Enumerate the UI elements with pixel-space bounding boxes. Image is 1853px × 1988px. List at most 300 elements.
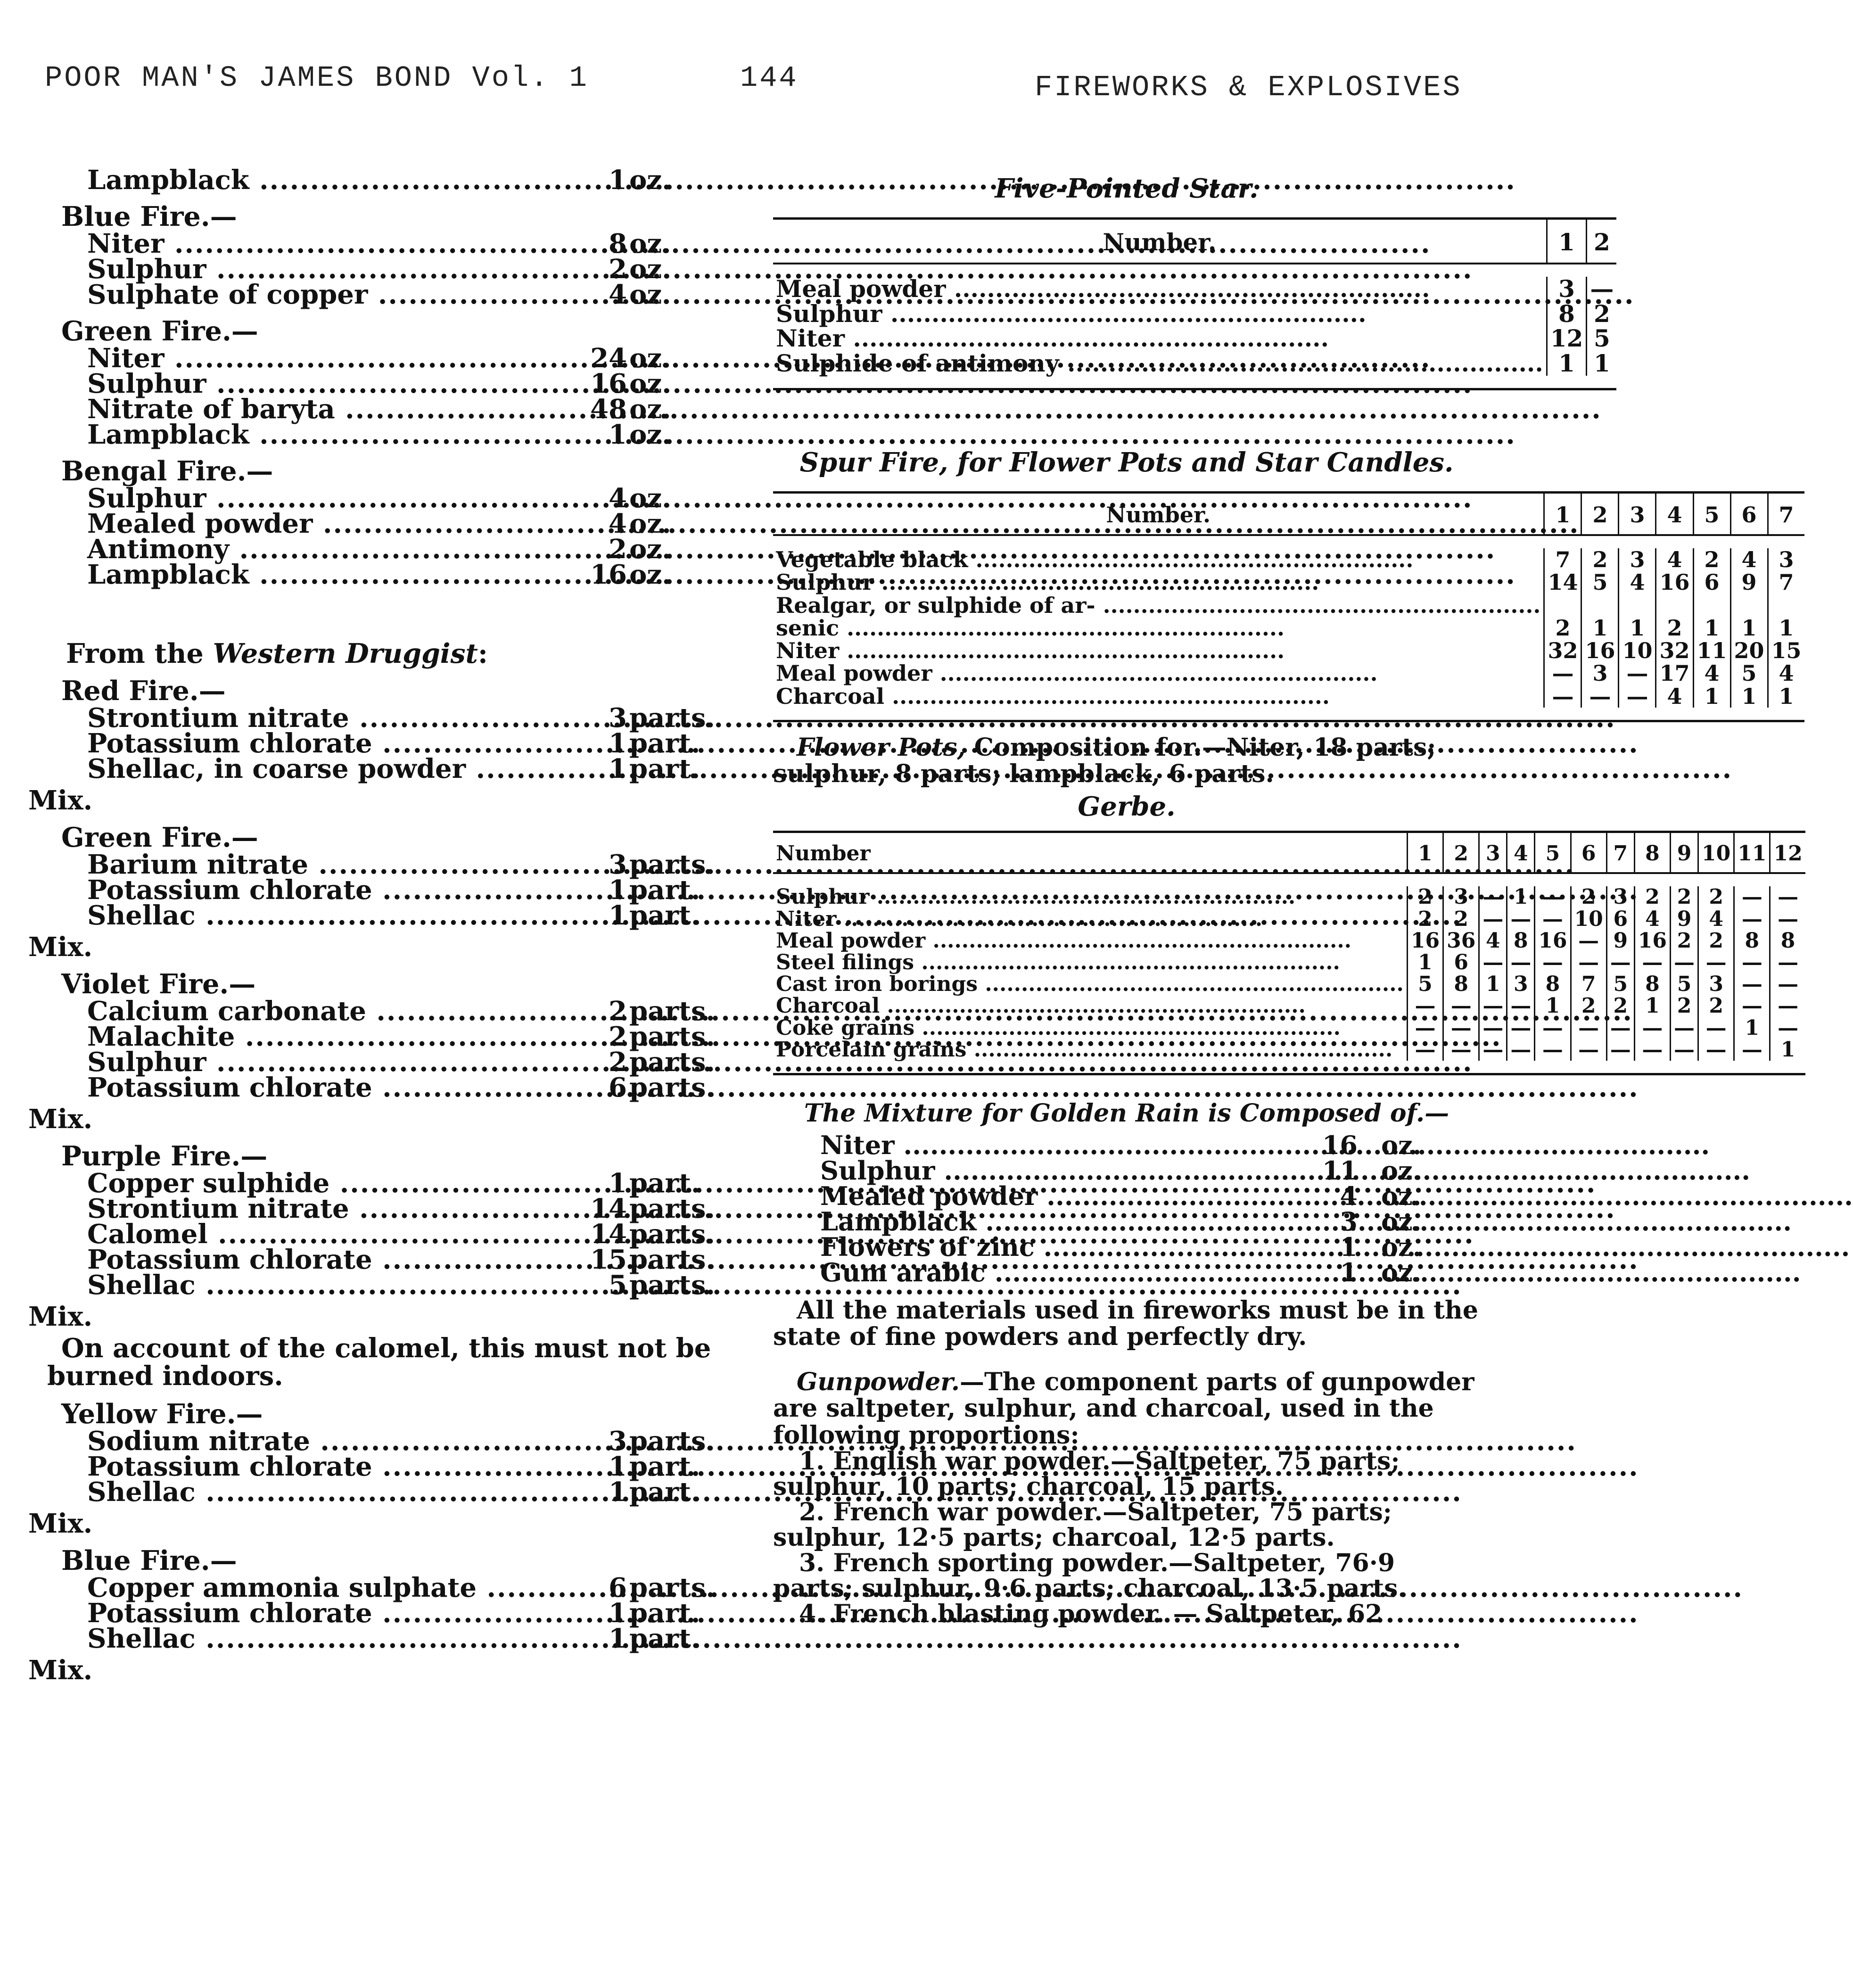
table-cell: 2: [1407, 886, 1443, 908]
ingredient-qty: 14: [590, 1219, 627, 1250]
table-cell: —: [1734, 908, 1770, 930]
ingredient-qty: 15: [590, 1244, 627, 1275]
ingredient-qty: 11: [1322, 1155, 1358, 1186]
source-title: Western Druggist: [213, 638, 478, 669]
table-cell: —: [1535, 952, 1571, 973]
ingredient-unit: parts.: [629, 849, 715, 880]
ingredient-name: Niter .....: [87, 346, 573, 371]
ingredient-unit: oz.: [629, 343, 671, 374]
table-cell: 1: [1587, 351, 1617, 376]
table-cell: —: [1535, 1039, 1571, 1061]
table-cell: —: [1671, 1039, 1698, 1061]
ingredient-qty: 16: [1322, 1130, 1358, 1160]
table-cell: 36: [1443, 930, 1479, 952]
table-cell: —: [1770, 908, 1805, 930]
table-cell: —: [1571, 1017, 1606, 1039]
table-cell: 7: [1768, 571, 1804, 594]
ingredient-qty: 1: [609, 874, 627, 906]
table-cell: 1: [1479, 973, 1507, 995]
table-cell: —: [1770, 886, 1805, 908]
table-cell: —: [1443, 1039, 1479, 1061]
ingredient-qty: 1: [1340, 1257, 1358, 1287]
table-cell: 4: [1656, 685, 1693, 708]
ingredient-qty: 14: [590, 1193, 627, 1224]
ingredient-name: Lampblack .....: [87, 562, 573, 587]
ingredient-unit: part.: [629, 1623, 700, 1654]
row-label: Vegetable black .....: [773, 548, 1544, 571]
table-column-header: 6: [1730, 493, 1768, 536]
ingredient-name: Mealed powder .....: [87, 511, 573, 536]
table-cell: 8: [1507, 930, 1535, 952]
recipe-red-fire: [28, 677, 745, 814]
golden-rain-list: [773, 1132, 1480, 1285]
row-label: Meal powder .....: [773, 930, 1407, 952]
recipe-line: [28, 1572, 745, 1603]
spur-table-title: Spur Fire, for Flower Pots and Star Candles.: [799, 447, 1454, 478]
ingredient-unit: parts.: [629, 1047, 715, 1078]
ingredient-qty: 8: [609, 228, 627, 259]
ingredient-name: Niter .....: [87, 231, 573, 256]
table-cell: [1581, 594, 1619, 617]
recipe-line: [28, 728, 745, 759]
gunpowder-item: 1. English war powder.—Saltpeter, 75 parts; sulphur, 10 parts; charcoal, 15 parts.: [773, 1446, 1400, 1501]
table-cell: 7: [1544, 548, 1581, 571]
row-label: Sulphur .....: [773, 886, 1407, 908]
ingredient-unit: oz.: [1381, 1130, 1422, 1160]
ingredient-unit: oz.: [629, 559, 671, 590]
recipe-heading: Blue Fire.—: [61, 1544, 237, 1576]
table-cell: [1656, 594, 1693, 617]
row-label: Charcoal .....: [773, 685, 1544, 708]
left-column: [28, 167, 745, 1687]
ingredient-name: Shellac .....: [87, 903, 573, 928]
ingredient-unit: part.: [629, 753, 700, 784]
ingredient-unit: oz.: [1381, 1155, 1422, 1186]
table-cell: [1693, 594, 1730, 617]
table-column-header: 1: [1407, 832, 1443, 874]
table-header-label: Number: [773, 832, 1407, 874]
gerbe-table: [773, 831, 1805, 1075]
ingredient-name: Flowers of zinc .....: [820, 1234, 1325, 1260]
ingredient-name: Shellac .....: [87, 1626, 573, 1651]
table-cell: —: [1507, 908, 1535, 930]
flower-pots-title: Flower Pots,: [797, 733, 966, 762]
table-row: [773, 639, 1804, 662]
table-cell: 1: [1634, 995, 1670, 1017]
ingredient-name: Potassium chlorate .....: [87, 1454, 573, 1479]
table-cell: —: [1619, 685, 1656, 708]
row-label: Niter .....: [773, 326, 1547, 351]
recipe-line: [28, 1425, 745, 1457]
table-cell: 15: [1768, 639, 1804, 662]
ingredient-qty: 6: [609, 1572, 627, 1603]
ingredient-name: Sulphur .....: [87, 256, 573, 282]
table-cell: —: [1698, 1039, 1734, 1061]
gunpowder-item: 2. French war powder.—Saltpeter, 75 parts; sulphur, 12·5 parts; charcoal, 12·5 parts.: [773, 1497, 1392, 1552]
ingredient-qty: 2: [609, 1047, 627, 1078]
recipe-line: [28, 1451, 745, 1482]
table-row: [773, 973, 1805, 995]
flower-pots-paragraph: [773, 734, 1480, 787]
table-cell: 9: [1671, 908, 1698, 930]
ingredient-name: Sodium nitrate .....: [87, 1428, 573, 1454]
ingredient-name: Lampblack .....: [87, 422, 573, 447]
recipe-line: [28, 1047, 745, 1078]
ingredient-name: Shellac, in coarse powder .....: [87, 756, 573, 782]
table-cell: —: [1407, 995, 1443, 1017]
table-cell: 32: [1544, 639, 1581, 662]
gunpowder-title: Gunpowder.: [797, 1368, 960, 1397]
ingredient-unit: part.: [629, 874, 700, 906]
recipe-heading: Green Fire.—: [61, 315, 258, 347]
ingredient-unit: parts.: [629, 1270, 715, 1301]
table-column-header: 7: [1606, 832, 1634, 874]
table-cell: —: [1587, 277, 1617, 302]
row-label: Niter .....: [773, 639, 1544, 662]
table-row: [773, 594, 1804, 617]
row-label: Sulphur .....: [773, 571, 1544, 594]
ingredient-qty: 16: [590, 559, 627, 590]
table-column-header: 2: [1581, 493, 1619, 536]
table-cell: —: [1407, 1039, 1443, 1061]
table-cell: 2: [1671, 886, 1698, 908]
ingredient-name: Nitrate of baryta .....: [87, 396, 573, 422]
calomel-warning: On account of the calomel, this must not be burned indoors.: [47, 1333, 711, 1392]
table-row: [773, 548, 1804, 571]
recipe-bengal-fire: [28, 455, 745, 590]
row-label: Niter .....: [773, 908, 1407, 930]
recipe-blue-fire-2: [28, 1544, 745, 1686]
table-cell: —: [1544, 685, 1581, 708]
table-cell: 1: [1547, 351, 1587, 376]
recipe-line: [773, 1180, 1480, 1211]
table-row: [773, 302, 1616, 327]
recipe-line: [28, 394, 745, 425]
table-cell: —: [1571, 952, 1606, 973]
ingredient-name: Gum arabic .....: [820, 1260, 1325, 1285]
table-cell: 1: [1535, 995, 1571, 1017]
ingredient-name: Calcium carbonate .....: [87, 998, 573, 1024]
table-cell: 16: [1581, 639, 1619, 662]
page-number: 144: [740, 61, 799, 95]
ingredient-unit: part.: [629, 728, 700, 759]
ingredient-qty: 24: [590, 343, 627, 374]
recipe-line: [28, 228, 745, 259]
row-label: Porcelain grains .....: [773, 1039, 1407, 1061]
star-table-body: [773, 264, 1616, 389]
table-cell: 2: [1671, 995, 1698, 1017]
ingredient-qty: 48: [590, 394, 627, 425]
table-cell: 1: [1768, 617, 1804, 639]
table-cell: 1: [1507, 886, 1535, 908]
table-cell: 12: [1547, 326, 1587, 351]
ingredient-qty: 5: [609, 1270, 627, 1301]
table-header-label: Number.: [773, 493, 1544, 536]
recipe-line: [28, 1270, 745, 1301]
recipe-line: [28, 343, 745, 374]
ingredient-qty: 3: [609, 702, 627, 734]
ingredient-qty: 16: [590, 368, 627, 399]
golden-rain-title: The Mixture for Golden Rain is Composed of.—: [804, 1098, 1449, 1128]
table-cell: 3: [1619, 548, 1656, 571]
table-cell: —: [1734, 1039, 1770, 1061]
table-row: [773, 617, 1804, 639]
table-cell: —: [1443, 995, 1479, 1017]
recipe-line: [28, 1193, 745, 1224]
table-cell: 2: [1571, 995, 1606, 1017]
table-cell: —: [1634, 1017, 1670, 1039]
ingredient-qty: 4: [609, 483, 627, 514]
table-cell: —: [1507, 995, 1535, 1017]
table-cell: [1619, 594, 1656, 617]
ingredient-name: Potassium chlorate .....: [87, 731, 573, 756]
table-cell: —: [1479, 908, 1507, 930]
ingredient-qty: 4: [609, 279, 627, 310]
row-label: Cast iron borings .....: [773, 973, 1407, 995]
table-cell: —: [1606, 952, 1634, 973]
ingredient-qty: 2: [609, 996, 627, 1027]
table-column-header: 7: [1768, 493, 1804, 536]
ingredient-unit: oz.: [629, 534, 671, 565]
mix-instruction: Mix.: [28, 785, 93, 816]
ingredient-qty: 1: [609, 1623, 627, 1654]
mix-instruction: Mix.: [28, 1104, 93, 1135]
row-label: Sulphur .....: [773, 302, 1547, 327]
ingredient-qty: 2: [609, 1021, 627, 1052]
recipe-violet-fire: [28, 968, 745, 1135]
table-cell: 5: [1730, 662, 1768, 685]
ingredient-unit: part.: [629, 1168, 700, 1199]
recipe-line: [28, 753, 745, 784]
gerbe-table-body: [773, 873, 1805, 1074]
recipe-heading: Violet Fire.—: [61, 968, 256, 1000]
table-cell: —: [1443, 1017, 1479, 1039]
table-cell: 14: [1544, 571, 1581, 594]
table-header-label: Number.: [773, 219, 1547, 264]
table-cell: 1: [1693, 617, 1730, 639]
table-column-header: 4: [1656, 493, 1693, 536]
table-cell: —: [1571, 1039, 1606, 1061]
table-cell: 5: [1587, 326, 1617, 351]
table-cell: 3: [1698, 973, 1734, 995]
table-cell: 5: [1606, 973, 1634, 995]
table-column-header: 6: [1571, 832, 1606, 874]
ingredient-qty: 1: [609, 419, 627, 450]
table-cell: 16: [1634, 930, 1670, 952]
table-cell: 5: [1581, 571, 1619, 594]
gerbe-table-title: Gerbe.: [1078, 791, 1176, 823]
source-prefix: From the: [66, 638, 213, 669]
table-cell: —: [1770, 1017, 1805, 1039]
ingredient-name: Shellac .....: [87, 1479, 573, 1505]
ingredient-qty: 6: [609, 1072, 627, 1103]
table-cell: 3: [1547, 277, 1587, 302]
table-cell: —: [1734, 952, 1770, 973]
table-cell: 4: [1619, 571, 1656, 594]
table-cell: 1: [1581, 617, 1619, 639]
ingredient-name: Sulphur .....: [87, 371, 573, 396]
table-cell: —: [1770, 952, 1805, 973]
table-cell: 5: [1407, 973, 1443, 995]
table-cell: 1: [1407, 952, 1443, 973]
table-row: [773, 952, 1805, 973]
table-column-header: 2: [1443, 832, 1479, 874]
table-column-header: 10: [1698, 832, 1734, 874]
source-suffix: :: [478, 638, 488, 669]
row-label: Charcoal .....: [773, 995, 1407, 1017]
table-cell: 3: [1606, 886, 1634, 908]
table-cell: 5: [1671, 973, 1698, 995]
table-row: [773, 685, 1804, 708]
table-cell: —: [1535, 886, 1571, 908]
table-column-header: 9: [1671, 832, 1698, 874]
table-row: [773, 995, 1805, 1017]
ingredient-qty: 3: [609, 1425, 627, 1457]
recipe-line: [28, 900, 745, 931]
ingredient-unit: oz.: [1381, 1206, 1422, 1237]
table-cell: 2: [1587, 302, 1617, 327]
table-cell: 9: [1730, 571, 1768, 594]
recipe-line: [28, 1597, 745, 1629]
table-cell: —: [1535, 1017, 1571, 1039]
table-column-header: 3: [1479, 832, 1507, 874]
ingredient-unit: oz.: [629, 279, 671, 310]
table-cell: 1: [1693, 685, 1730, 708]
recipe-line: [28, 559, 745, 590]
table-row: [773, 351, 1616, 376]
table-cell: —: [1479, 886, 1507, 908]
table-row: [773, 571, 1804, 594]
ingredient-unit: oz.: [629, 165, 671, 196]
recipe-line: [28, 1219, 745, 1250]
table-cell: 6: [1693, 571, 1730, 594]
ingredient-unit: part.: [629, 1451, 700, 1482]
ingredient-qty: 1: [609, 1168, 627, 1199]
table-row: [773, 1017, 1805, 1039]
table-cell: 2: [1581, 548, 1619, 571]
ingredient-unit: part.: [629, 1597, 700, 1629]
ingredient-unit: oz.: [1381, 1180, 1422, 1211]
table-cell: —: [1507, 1039, 1535, 1061]
materials-note: All the materials used in fireworks must be in the state of fine powders and perfectly dry.: [773, 1295, 1478, 1352]
table-row: [773, 662, 1804, 685]
ingredient-unit: oz.: [629, 394, 671, 425]
ingredient-qty: 3: [1340, 1206, 1358, 1237]
recipe-heading: Red Fire.—: [61, 675, 226, 707]
recipe-line: [28, 1476, 745, 1508]
mix-instruction: Mix.: [28, 1301, 93, 1332]
flower-pots-text: Composition for.—Niter, 18 parts; sulphur, 8 parts; lampblack, 6 parts.: [773, 733, 1436, 789]
ingredient-qty: 1: [609, 1597, 627, 1629]
table-cell: 17: [1656, 662, 1693, 685]
table-cell: 7: [1571, 973, 1606, 995]
ingredient-unit: oz.: [629, 254, 671, 285]
ingredient-name: Potassium chlorate .....: [87, 877, 573, 903]
table-cell: —: [1734, 995, 1770, 1017]
gunpowder-intro: [773, 1369, 1480, 1448]
table-cell: 2: [1544, 617, 1581, 639]
table-cell: 2: [1698, 886, 1734, 908]
table-cell: —: [1634, 1039, 1670, 1061]
table-cell: —: [1698, 1017, 1734, 1039]
table-column-header: 5: [1535, 832, 1571, 874]
spur-fire-table: [773, 491, 1804, 722]
table-cell: —: [1619, 662, 1656, 685]
recipe-line: [28, 1623, 745, 1654]
table-cell: —: [1698, 952, 1734, 973]
recipe-line: [28, 483, 745, 514]
recipe-line: [773, 1132, 1480, 1158]
recipe-line: [28, 534, 745, 565]
table-cell: 8: [1634, 973, 1670, 995]
ingredient-qty: 1: [609, 753, 627, 784]
running-header-title: POOR MAN'S JAMES BOND Vol. 1: [45, 61, 589, 95]
table-cell: 2: [1571, 886, 1606, 908]
table-column-header: 12: [1770, 832, 1805, 874]
table-row: [773, 277, 1616, 302]
ingredient-qty: 2: [609, 534, 627, 565]
table-cell: 2: [1656, 617, 1693, 639]
ingredient-qty: 1: [609, 1476, 627, 1508]
ingredient-name: Potassium chlorate .....: [87, 1600, 573, 1626]
recipe-line: [773, 1206, 1480, 1237]
table-cell: 4: [1693, 662, 1730, 685]
table-cell: 8: [1734, 930, 1770, 952]
ingredient-qty: 1: [1340, 1231, 1358, 1262]
ingredient-unit: oz.: [629, 368, 671, 399]
source-line: [66, 640, 745, 667]
table-cell: —: [1606, 1039, 1634, 1061]
table-cell: —: [1671, 952, 1698, 973]
row-label: Meal powder .....: [773, 662, 1544, 685]
ingredient-name: Antimony .....: [87, 536, 573, 562]
recipe-line: [28, 1244, 745, 1275]
ingredient-name: Copper ammonia sulphate .....: [87, 1575, 573, 1600]
ingredient-qty: 1: [609, 1451, 627, 1482]
recipe-line: [28, 996, 745, 1027]
row-label: Steel filings .....: [773, 952, 1407, 973]
gunpowder-intro-text: —The component parts of gunpowder are saltpeter, sulphur, and charcoal, used in the following proportions:: [773, 1368, 1474, 1450]
ingredient-name: Lampblack .....: [87, 167, 573, 193]
ingredient-unit: parts.: [629, 1193, 715, 1224]
table-cell: [1768, 594, 1804, 617]
row-label: Coke grains .....: [773, 1017, 1407, 1039]
table-cell: 8: [1443, 973, 1479, 995]
table-cell: —: [1479, 952, 1507, 973]
table-row: [773, 908, 1805, 930]
recipe-line: [28, 508, 745, 539]
recipe-green-fire-2: [28, 822, 745, 963]
table-cell: 1: [1730, 617, 1768, 639]
recipe-line: [28, 1021, 745, 1052]
table-cell: 32: [1656, 639, 1693, 662]
table-column-header: 1: [1547, 219, 1587, 264]
row-label: Meal powder .....: [773, 277, 1547, 302]
ingredient-unit: oz.: [1381, 1231, 1422, 1262]
ingredient-name: Potassium chlorate .....: [87, 1075, 573, 1100]
table-cell: 2: [1693, 548, 1730, 571]
recipe-line: [28, 419, 745, 450]
recipe-yellow-fire: [28, 1398, 745, 1539]
ingredient-unit: oz.: [629, 228, 671, 259]
table-cell: 1: [1770, 1039, 1805, 1061]
gunpowder-item: 3. French sporting powder.—Saltpeter, 76·9 parts; sulphur, 9·6 parts; charcoal, 13·5 parts.: [773, 1548, 1407, 1603]
table-column-header: 11: [1734, 832, 1770, 874]
table-cell: 6: [1443, 952, 1479, 973]
table-cell: 4: [1698, 908, 1734, 930]
ingredient-qty: 4: [609, 508, 627, 539]
recipe-line: [28, 368, 745, 399]
